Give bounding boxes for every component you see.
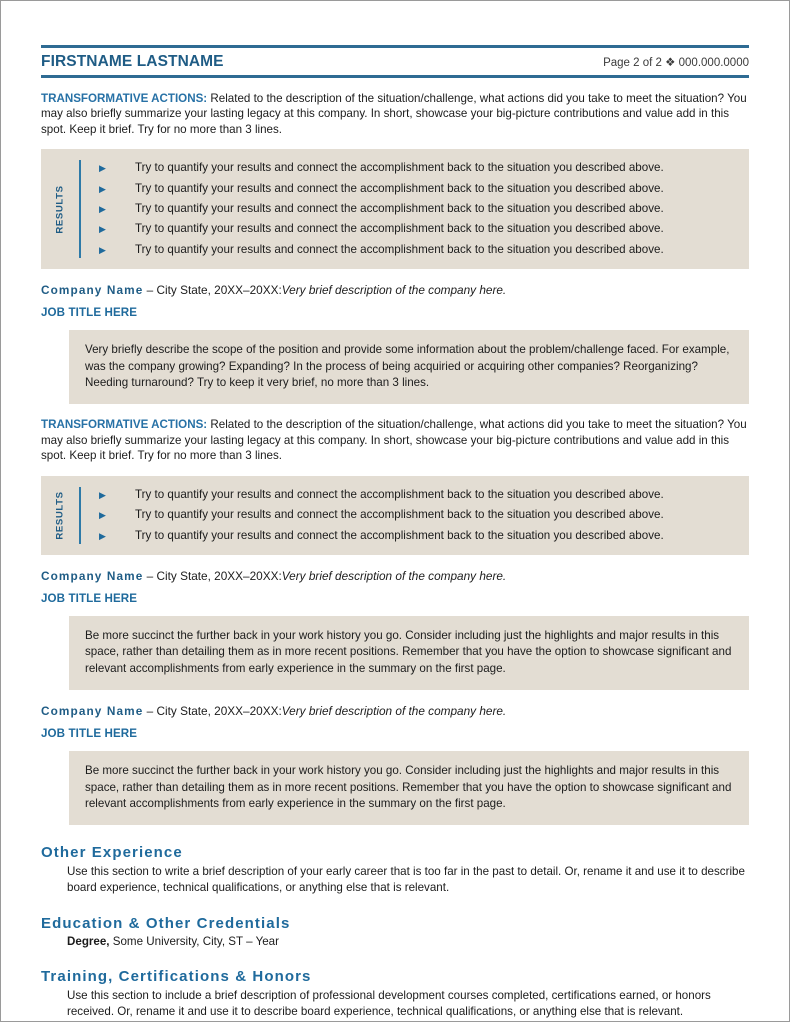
header-candidate-name: FIRSTNAME LASTNAME [41, 52, 224, 70]
bullet-text: Try to quantify your results and connect the accomplishment back to the situation you described above. [135, 181, 664, 195]
results-band-2 [41, 476, 749, 555]
company-name: Company Name [41, 283, 144, 298]
job-title-1: JOB TITLE HERE [41, 306, 138, 320]
job-title-3: JOB TITLE HERE [41, 727, 138, 741]
education-degree-detail: Some University, City, ST – Year [109, 934, 279, 948]
triangle-bullet-icon: ▶ [99, 489, 106, 500]
company-line-3 [41, 704, 749, 718]
triangle-bullet-icon: ▶ [99, 183, 106, 194]
triangle-bullet-icon: ▶ [99, 530, 106, 541]
company-line-1 [41, 283, 749, 297]
results-label: RESULTS [54, 185, 66, 234]
results-label: RESULTS [54, 491, 66, 540]
transformative-actions-text: Related to the description of the situation/challenge, what actions did you take to meet the situation? You may also briefly summarize your lasting legacy at this company. In short, showcase your big-picture contributions and value add in this spot. Keep it brief. Try for no more than 3 lines. [41, 92, 747, 136]
succinct-description-box-1: Be more succinct the further back in your work history you go. Consider including just the highlights and major results in this space, rather than detailing them as in more recent positions. Remember that you have the option to showcase significant and relevant accomplishments from early experience in the summary on the first page. [69, 616, 749, 690]
section-heading-education: Education & Other Credentials [41, 914, 291, 932]
results-label-wrap [41, 485, 79, 546]
bullet-text: Try to quantify your results and connect the accomplishment back to the situation you described above. [135, 222, 664, 236]
company-meta: – City State, 20XX–20XX: [143, 283, 282, 298]
list-item [99, 179, 749, 199]
list-item [99, 199, 749, 219]
education-entry [41, 934, 749, 950]
results-list-1 [81, 158, 749, 260]
company-description: Very brief description of the company here. [281, 283, 507, 298]
transformative-actions-paragraph-2 [41, 417, 749, 463]
transformative-actions-text: Related to the description of the situation/challenge, what actions did you take to meet the situation? You may also briefly summarize your lasting legacy at this company. In short, showcase your big-picture contributions and value add in this spot. Keep it brief. Try for no more than 3 lines. [41, 418, 747, 463]
list-item [99, 240, 749, 260]
scope-description-box-1: Very briefly describe the scope of the position and provide some information about the problem/challenge faced. For example, was the company growing? Expanding? In the process of being acquiried or acquiring other companies? Reorganizing? Needing turnaround? Try to keep it very brief, no more than 3 lines. [69, 330, 749, 404]
page-header [41, 45, 749, 78]
bullet-text: Try to quantify your results and connect the accomplishment back to the situation you described above. [135, 242, 664, 256]
company-name: Company Name [41, 704, 144, 719]
company-meta: – City State, 20XX–20XX: [143, 568, 282, 583]
transformative-actions-label: TRANSFORMATIVE ACTIONS: [41, 92, 208, 105]
list-item [99, 219, 749, 239]
triangle-bullet-icon: ▶ [99, 224, 106, 235]
company-line-2 [41, 569, 749, 583]
bullet-text: Try to quantify your results and connect the accomplishment back to the situation you described above. [135, 202, 664, 216]
transformative-actions-label: TRANSFORMATIVE ACTIONS: [41, 418, 208, 432]
header-meta [603, 55, 749, 69]
transformative-actions-paragraph-1 [41, 91, 749, 137]
section-body-training: Use this section to include a brief description of professional development courses completed, certifications earned, or honors received. Or, rename it and use it to describe board experience, technical qualifications, or anything else that is relevant. [67, 989, 711, 1018]
triangle-bullet-icon: ▶ [99, 510, 106, 521]
list-item [99, 526, 749, 546]
page-number-text: Page 2 of 2 [603, 56, 662, 69]
section-heading-training: Training, Certifications & Honors [41, 968, 312, 986]
section-body-other-experience: Use this section to write a brief description of your early career that is too far in the past to detail. Or, rename it and use it to describe board experience, technical qualifications, or anything else that is relevant. [67, 865, 745, 894]
header-phone: 000.000.0000 [678, 56, 749, 69]
education-degree-label: Degree, [67, 934, 110, 948]
succinct-description-box-2: Be more succinct the further back in your work history you go. Consider including just the highlights and major results in this space, rather than detailing them as in more recent positions. Remember that you have the option to showcase significant and relevant accomplishments from early experience in the summary on the first page. [69, 751, 749, 825]
company-description: Very brief description of the company here. [281, 704, 507, 719]
company-meta: – City State, 20XX–20XX: [143, 704, 282, 719]
results-list-2 [81, 485, 749, 546]
job-title-2: JOB TITLE HERE [41, 591, 138, 605]
triangle-bullet-icon: ▶ [99, 244, 106, 255]
bullet-text: Try to quantify your results and connect the accomplishment back to the situation you described above. [135, 161, 664, 175]
bullet-text: Try to quantify your results and connect the accomplishment back to the situation you described above. [135, 487, 664, 501]
results-band-1 [41, 149, 749, 269]
triangle-bullet-icon: ▶ [99, 163, 106, 174]
triangle-bullet-icon: ▶ [99, 204, 106, 215]
results-label-wrap [41, 158, 79, 260]
separator-icon: ❖ [665, 56, 676, 69]
list-item [99, 505, 749, 525]
section-heading-other-experience: Other Experience [41, 844, 183, 862]
list-item [99, 485, 749, 505]
company-name: Company Name [41, 568, 144, 583]
company-description: Very brief description of the company here. [281, 568, 507, 583]
list-item [99, 158, 749, 178]
bullet-text: Try to quantify your results and connect the accomplishment back to the situation you described above. [135, 508, 664, 522]
bullet-text: Try to quantify your results and connect the accomplishment back to the situation you described above. [135, 528, 664, 542]
